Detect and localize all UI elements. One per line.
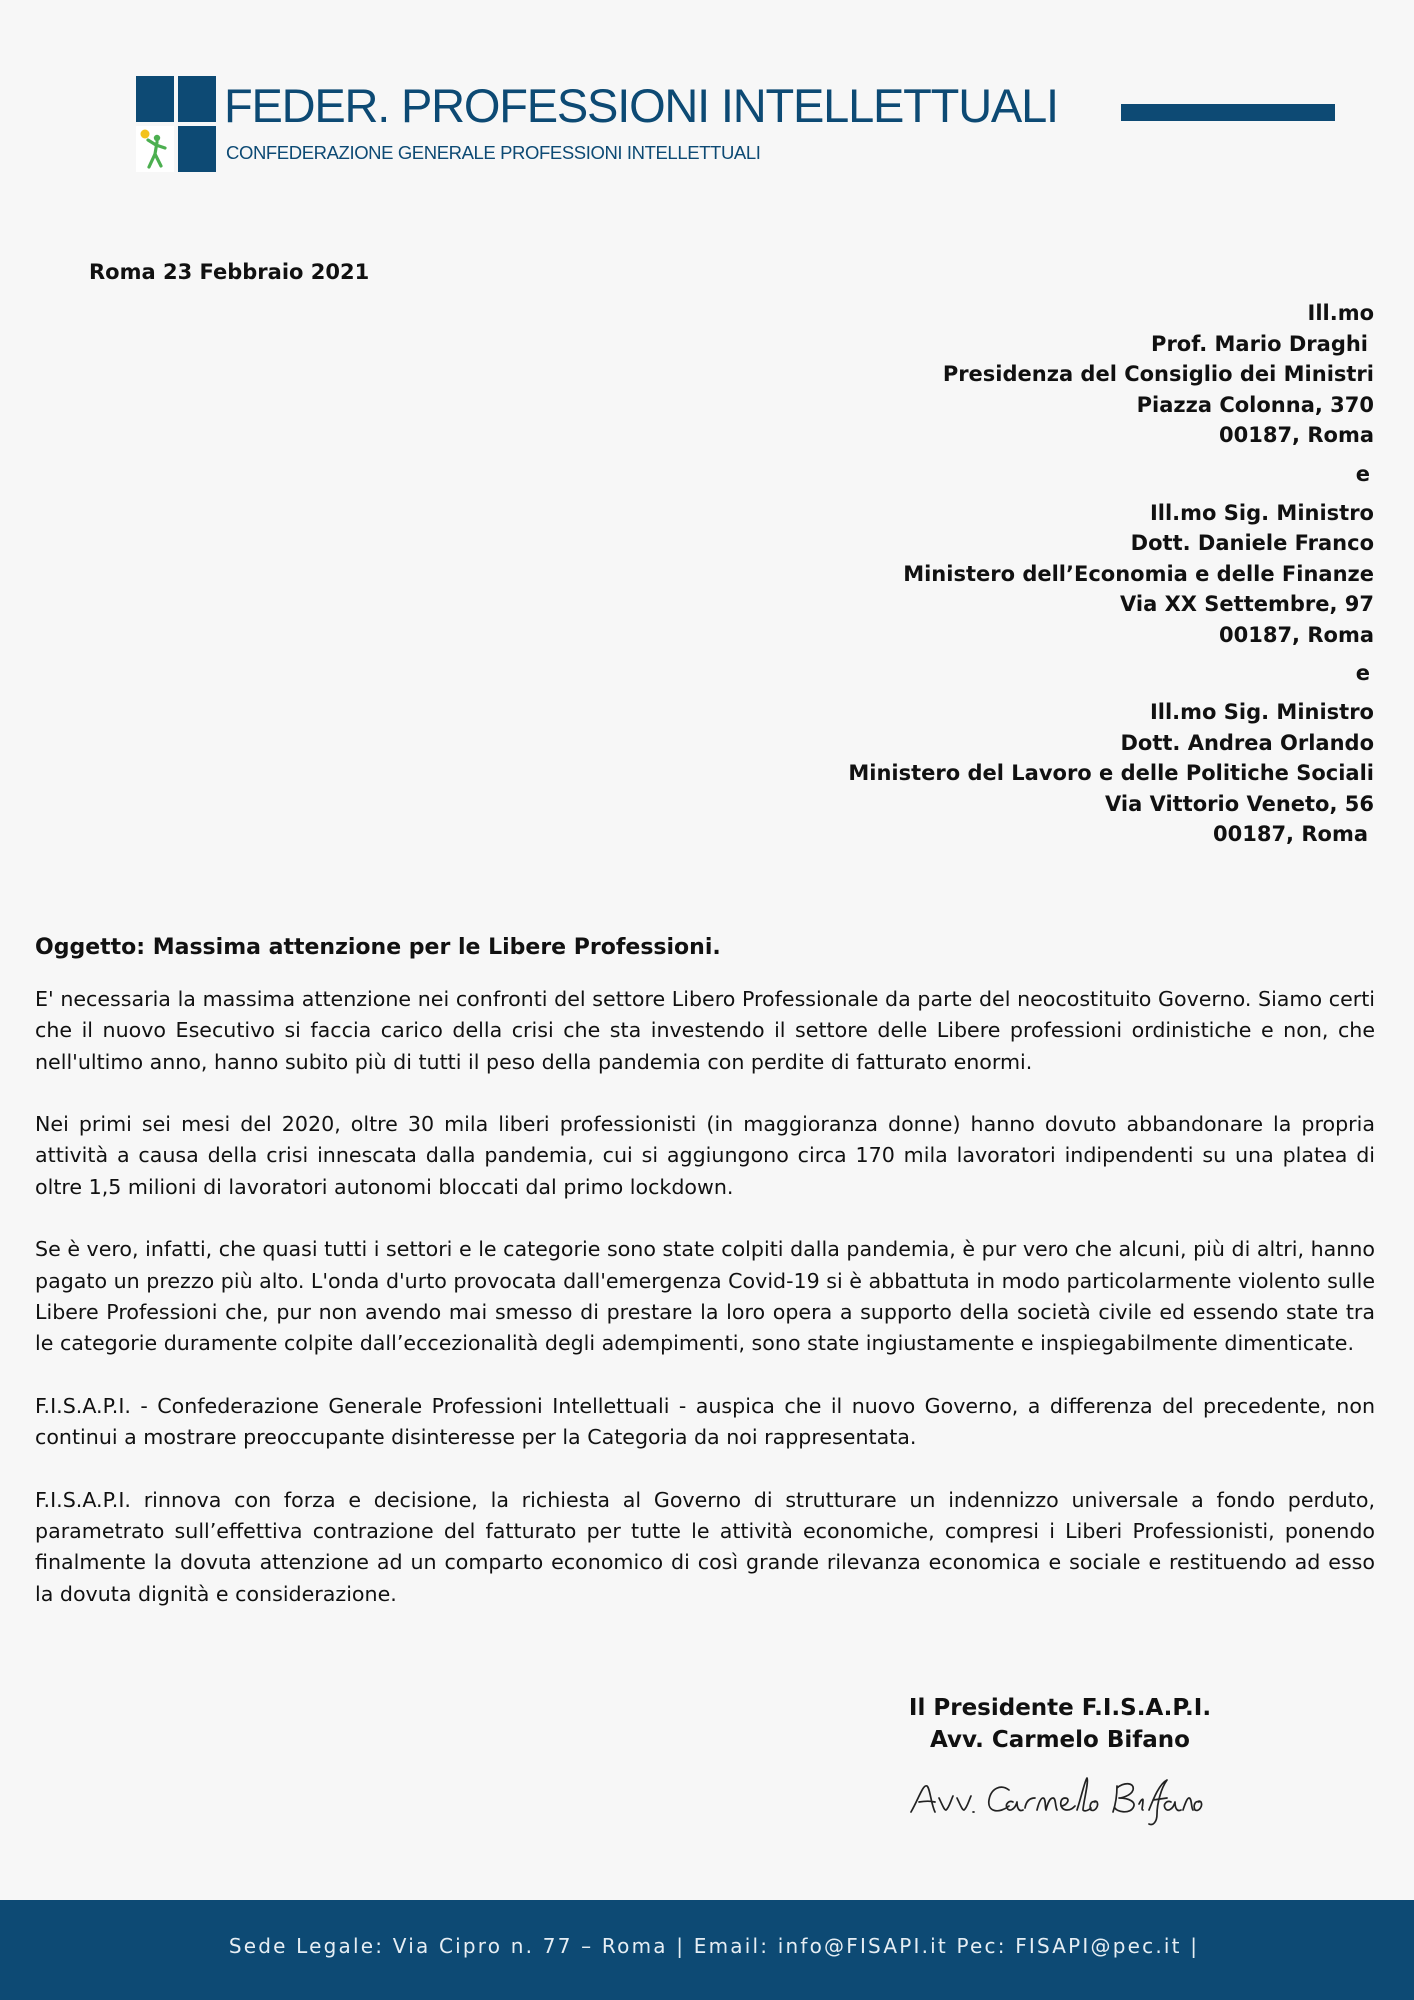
footer-contact: Sede Legale: Via Cipro n. 77 – Roma | Email: info@FISAPI.it Pec: FISAPI@pec.it | <box>228 1934 1200 1958</box>
logo-mark <box>136 76 218 174</box>
handwritten-signature <box>905 1768 1215 1828</box>
recipient-block <box>574 498 1374 651</box>
body-paragraph: Nei primi sei mesi del 2020, oltre 30 mila liberi professionisti (in maggioranza donne) hanno dovuto abbandonare la propria attività a causa della crisi innescata dalla pandemia, cui si aggiungono circa 170 mila lavoratori indipendenti su una platea di oltre 1,5 milioni di lavoratori autonomi bloccati dal primo lockdown. <box>35 1112 1375 1199</box>
body-paragraph: F.I.S.A.P.I. - Confederazione Generale Professioni Intellettuali - auspica che il nuovo Governo, a differenza del precedente, non continui a mostrare preoccupante disinteresse per la Categoria da noi rappresentata. <box>35 1393 1375 1450</box>
recipient-line: Ill.mo Sig. Ministro <box>1149 700 1374 724</box>
recipient-line: Via Vittorio Veneto, 56 <box>1105 791 1374 816</box>
recipient-line: Dott. Daniele Franco <box>1130 531 1374 555</box>
letter-date: Roma 23 Febbraio 2021 <box>89 260 370 284</box>
recipient-block <box>574 697 1374 850</box>
body-paragraph: E' necessaria la massima attenzione nei confronti del settore Libero Professionale da parte del neocostituito Governo. Siamo certi che il nuovo Esecutivo si faccia carico della crisi che sta investendo il settore delle Libere professioni ordinistiche e non, che nell'ultimo anno, hanno subito più di tutti il peso della pandemia con perdite di fatturato enormi. <box>35 987 1375 1074</box>
footer <box>0 1900 1414 2000</box>
body-paragraph: F.I.S.A.P.I. rinnova con forza e decisione, la richiesta al Governo di strutturare un indennizzo universale a fondo perduto, parametrato sull’effettiva contrazione del fatturato per tutte le attività economiche, compresi i Liberi Professionisti, ponendo finalmente la dovuta attenzione ad un comparto economico di così grande rilevanza economica e sociale e restituendo ad esso la dovuta dignità e considerazione. <box>35 1487 1375 1606</box>
recipient-line: Ill.mo <box>1307 301 1374 325</box>
recipient-line: Ill.mo Sig. Ministro <box>1149 500 1374 525</box>
recipient-line: Presidenza del Consiglio dei Ministri <box>942 362 1374 386</box>
recipient-line: Ministero del Lavoro e delle Politiche Sociali <box>848 761 1374 785</box>
recipient-line: 00187, Roma <box>1219 622 1374 647</box>
letterhead <box>136 76 1336 176</box>
body-paragraph: Se è vero, infatti, che quasi tutti i settori e le categorie sono state colpiti dalla pandemia, è pur vero che alcuni, più di altri, hanno pagato un prezzo più alto. L'onda d'urto provocata dall'emergenza Covid-19 si è abbattuta in modo particolarmente violento sulle Libere Professioni che, pur non avendo mai smesso di prestare la loro opera a supporto della società civile ed essendo state tra le categorie duramente colpite dall’eccezionalità degli adempimenti, sono state ingiustamente e inspiegabilmente dimenticate. <box>35 1237 1375 1356</box>
organization-title: FEDER. PROFESSIONI INTELLETTUALI <box>224 79 1058 132</box>
recipient-line: Ministero dell’Economia e delle Finanze <box>903 561 1374 586</box>
signature-block <box>880 1692 1240 1756</box>
recipients <box>574 298 1374 850</box>
recipient-separator: e <box>1355 661 1370 685</box>
recipient-line: Dott. Andrea Orlando <box>1120 730 1374 755</box>
recipient-block <box>574 298 1374 451</box>
letter-subject: Oggetto: Massima attenzione per le Libere Professioni. <box>35 935 721 960</box>
letter-body <box>35 984 1375 1641</box>
recipient-line: 00187, Roma <box>1213 822 1368 846</box>
recipient-line: Piazza Colonna, 370 <box>1136 392 1374 417</box>
recipient-line: 00187, Roma <box>1219 423 1374 447</box>
signatory-role: Il Presidente F.I.S.A.P.I. <box>908 1695 1212 1721</box>
organization-subtitle: CONFEDERAZIONE GENERALE PROFESSIONI INTELLETTUALI <box>226 142 761 163</box>
recipient-line: Prof. Mario Draghi <box>1151 331 1368 356</box>
figure-with-ball-icon <box>136 126 174 172</box>
signatory-name: Avv. Carmelo Bifano <box>930 1727 1190 1753</box>
header-accent-bar <box>1121 104 1335 121</box>
recipient-line: Via XX Settembre, 97 <box>1120 592 1374 616</box>
recipient-separator: e <box>1355 461 1370 486</box>
